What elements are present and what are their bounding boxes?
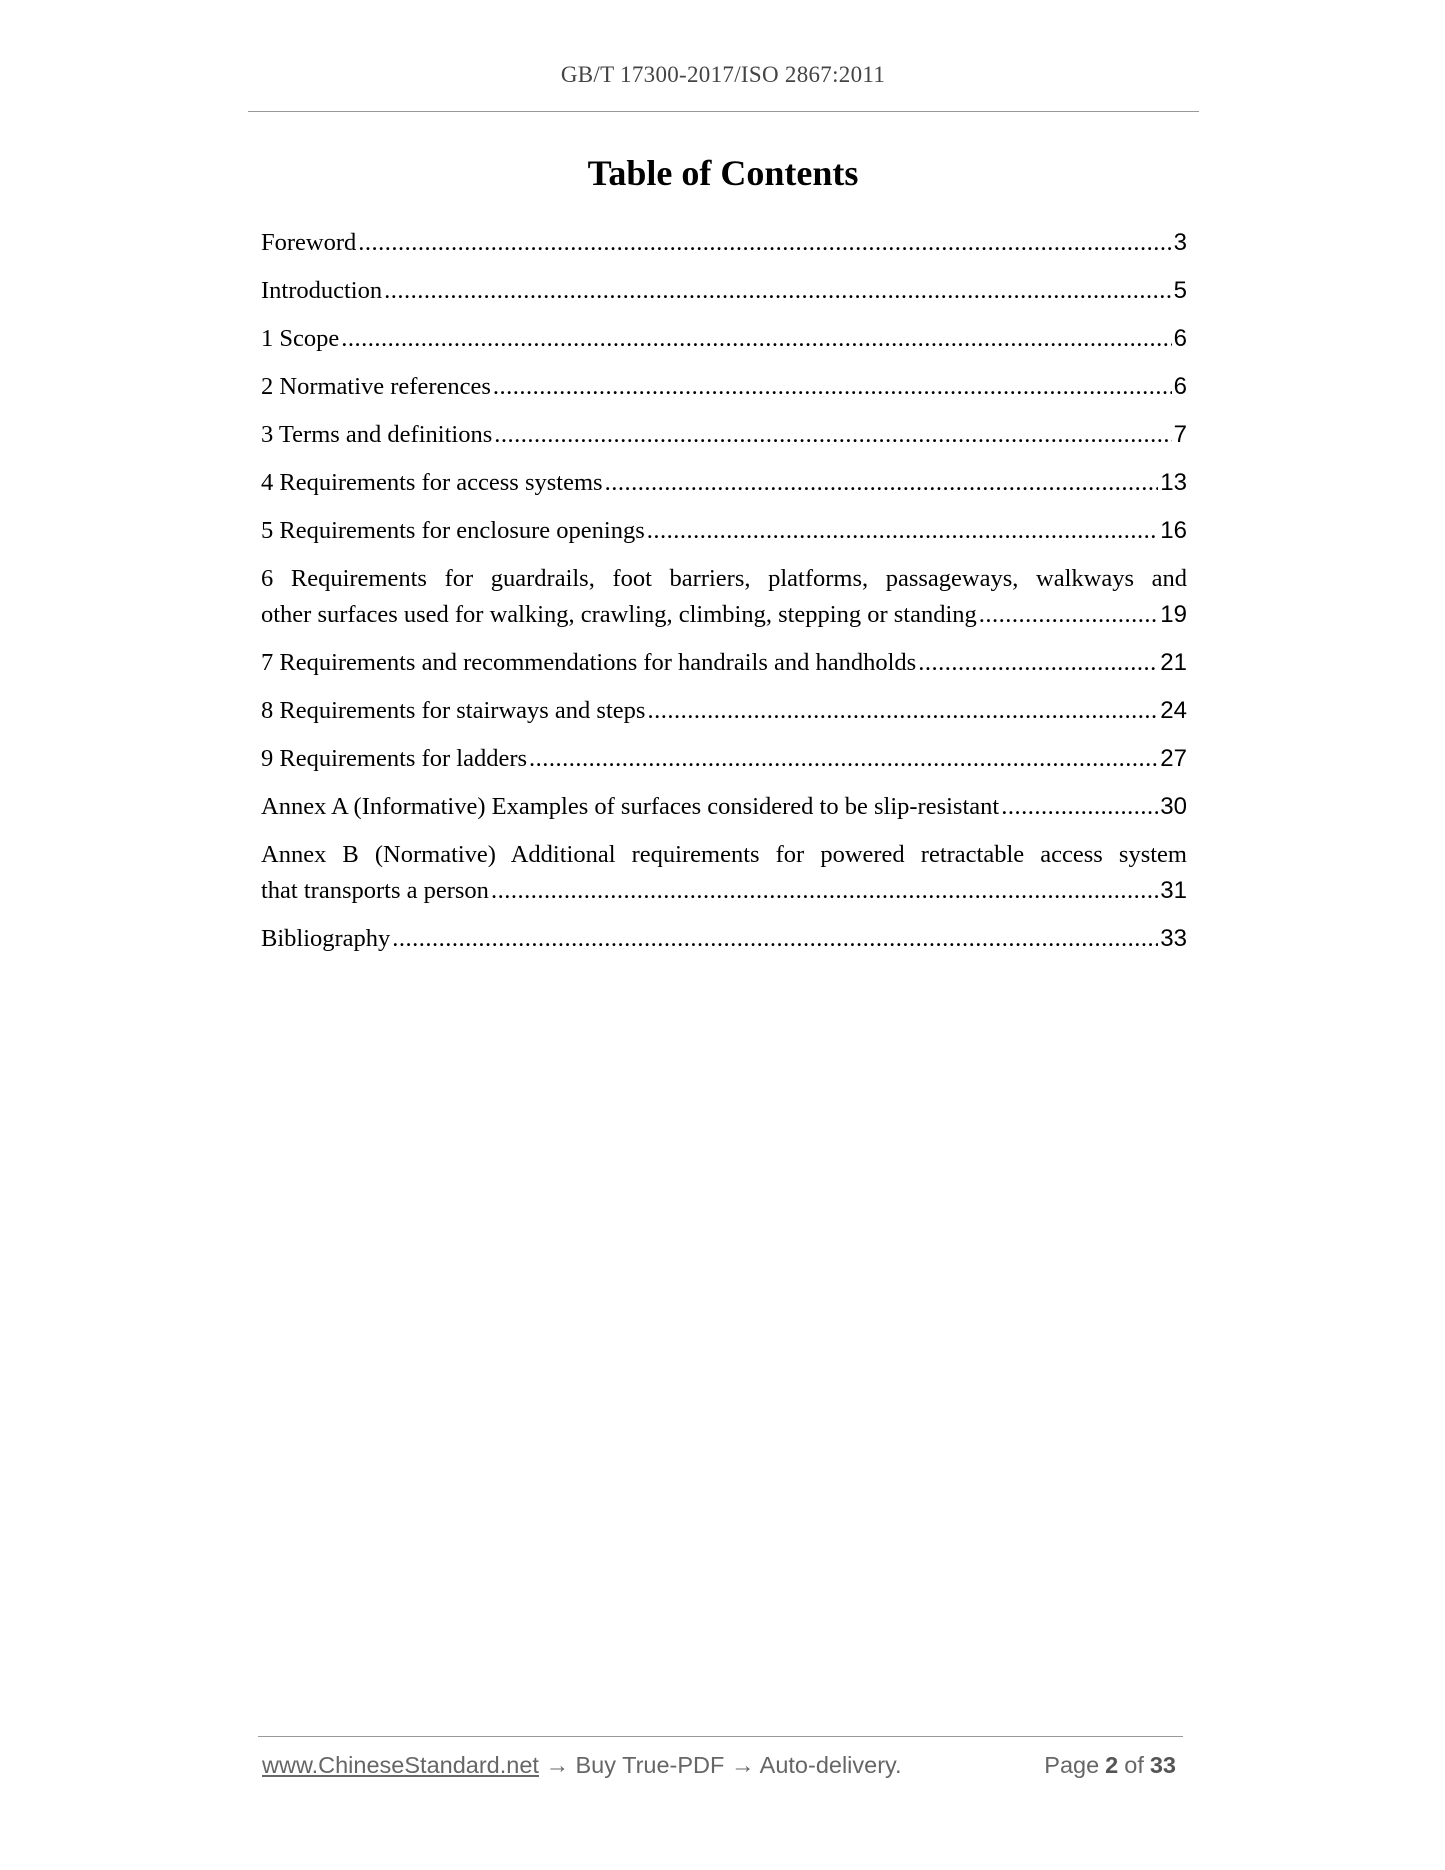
toc-leader-dots <box>341 321 1171 357</box>
toc-entry-label: 4 Requirements for access systems <box>261 469 603 496</box>
toc-entry-label: Bibliography <box>261 925 391 952</box>
toc-entry-label-line1: Annex B (Normative) Additional requirements for powered retractable access system <box>261 841 1187 868</box>
page-indicator <box>1044 1752 1182 1779</box>
toc-leader-dots <box>1001 789 1158 825</box>
toc-entry-enclosure-openings[interactable] <box>261 513 1187 549</box>
toc-leader-dots <box>605 465 1159 501</box>
toc-entry-page: 31 <box>1160 877 1187 904</box>
toc-entry-introduction[interactable] <box>261 273 1187 309</box>
toc-entry-access-systems[interactable] <box>261 465 1187 501</box>
toc-entry-label-line2-row <box>261 873 1187 909</box>
toc-entry-label: 7 Requirements and recommendations for handrails and handholds <box>261 649 917 676</box>
toc-leader-dots <box>384 273 1172 309</box>
toc-entry-label: 3 Terms and definitions <box>261 421 493 448</box>
toc-entry-guardrails[interactable] <box>261 561 1187 633</box>
toc-leader-dots <box>647 513 1159 549</box>
toc-entry-label: 9 Requirements for ladders <box>261 745 528 772</box>
toc-entry-page: 3 <box>1173 229 1187 256</box>
toc-entry-ladders[interactable] <box>261 741 1187 777</box>
toc-entry-label: 1 Scope <box>261 325 340 352</box>
toc-entry-foreword[interactable] <box>261 225 1187 261</box>
total-pages-number: 33 <box>1149 1752 1176 1778</box>
document-header: GB/T 17300-2017/ISO 2867:2011 <box>560 62 886 87</box>
toc-leader-dots <box>918 645 1158 681</box>
page-footer <box>262 1752 1182 1779</box>
toc-leader-dots <box>494 417 1171 453</box>
toc-entry-normative-references[interactable] <box>261 369 1187 405</box>
toc-entry-page: 5 <box>1173 277 1187 304</box>
toc-leader-dots <box>392 921 1158 957</box>
toc-leader-dots <box>647 693 1158 729</box>
toc-entry-annex-a[interactable] <box>261 789 1187 825</box>
toc-entry-label-line2-row <box>261 597 1187 633</box>
page-title: Table of Contents <box>587 153 859 193</box>
header-divider <box>248 111 1199 112</box>
toc-entry-handrails[interactable] <box>261 645 1187 681</box>
toc-leader-dots <box>491 873 1158 909</box>
toc-entry-annex-b[interactable] <box>261 837 1187 909</box>
footer-divider <box>258 1736 1183 1737</box>
toc-entry-page: 19 <box>1160 601 1187 628</box>
toc-entry-label: 5 Requirements for enclosure openings <box>261 517 645 544</box>
website-link[interactable]: www.ChineseStandard.net <box>262 1752 539 1778</box>
toc-entry-label: 2 Normative references <box>261 373 491 400</box>
toc-entry-page: 33 <box>1160 925 1187 952</box>
toc-entry-page: 7 <box>1173 421 1187 448</box>
toc-entry-label-line2: that transports a person <box>261 877 489 904</box>
toc-entry-label: Introduction <box>261 277 383 304</box>
toc-entry-label: Foreword <box>261 229 357 256</box>
toc-entry-page: 27 <box>1160 745 1187 772</box>
toc-entry-label-line2: other surfaces used for walking, crawling, climbing, stepping or standing <box>261 601 977 628</box>
toc-entry-label: 8 Requirements for stairways and steps <box>261 697 646 724</box>
toc-entry-label-line1: 6 Requirements for guardrails, foot barriers, platforms, passageways, walkways and <box>261 565 1187 592</box>
of-word: of <box>1124 1752 1144 1778</box>
toc-leader-dots <box>529 741 1158 777</box>
toc-entry-page: 6 <box>1173 325 1187 352</box>
table-of-contents <box>261 225 1187 969</box>
toc-entry-page: 16 <box>1160 517 1187 544</box>
toc-entry-stairways[interactable] <box>261 693 1187 729</box>
toc-entry-label: Annex A (Informative) Examples of surfaces considered to be slip-resistant <box>261 793 1000 820</box>
toc-entry-scope[interactable] <box>261 321 1187 357</box>
page-word: Page <box>1044 1752 1100 1778</box>
toc-entry-terms-definitions[interactable] <box>261 417 1187 453</box>
current-page-number: 2 <box>1105 1752 1119 1778</box>
footer-tagline: → Buy True-PDF → Auto-delivery. <box>538 1752 902 1778</box>
toc-leader-dots <box>358 225 1171 261</box>
toc-leader-dots <box>493 369 1172 405</box>
footer-promo <box>262 1752 902 1779</box>
toc-entry-page: 30 <box>1160 793 1187 820</box>
toc-entry-page: 24 <box>1160 697 1187 724</box>
toc-entry-page: 6 <box>1173 373 1187 400</box>
toc-leader-dots <box>979 597 1159 633</box>
toc-entry-page: 21 <box>1160 649 1187 676</box>
toc-entry-page: 13 <box>1160 469 1187 496</box>
toc-entry-bibliography[interactable] <box>261 921 1187 957</box>
